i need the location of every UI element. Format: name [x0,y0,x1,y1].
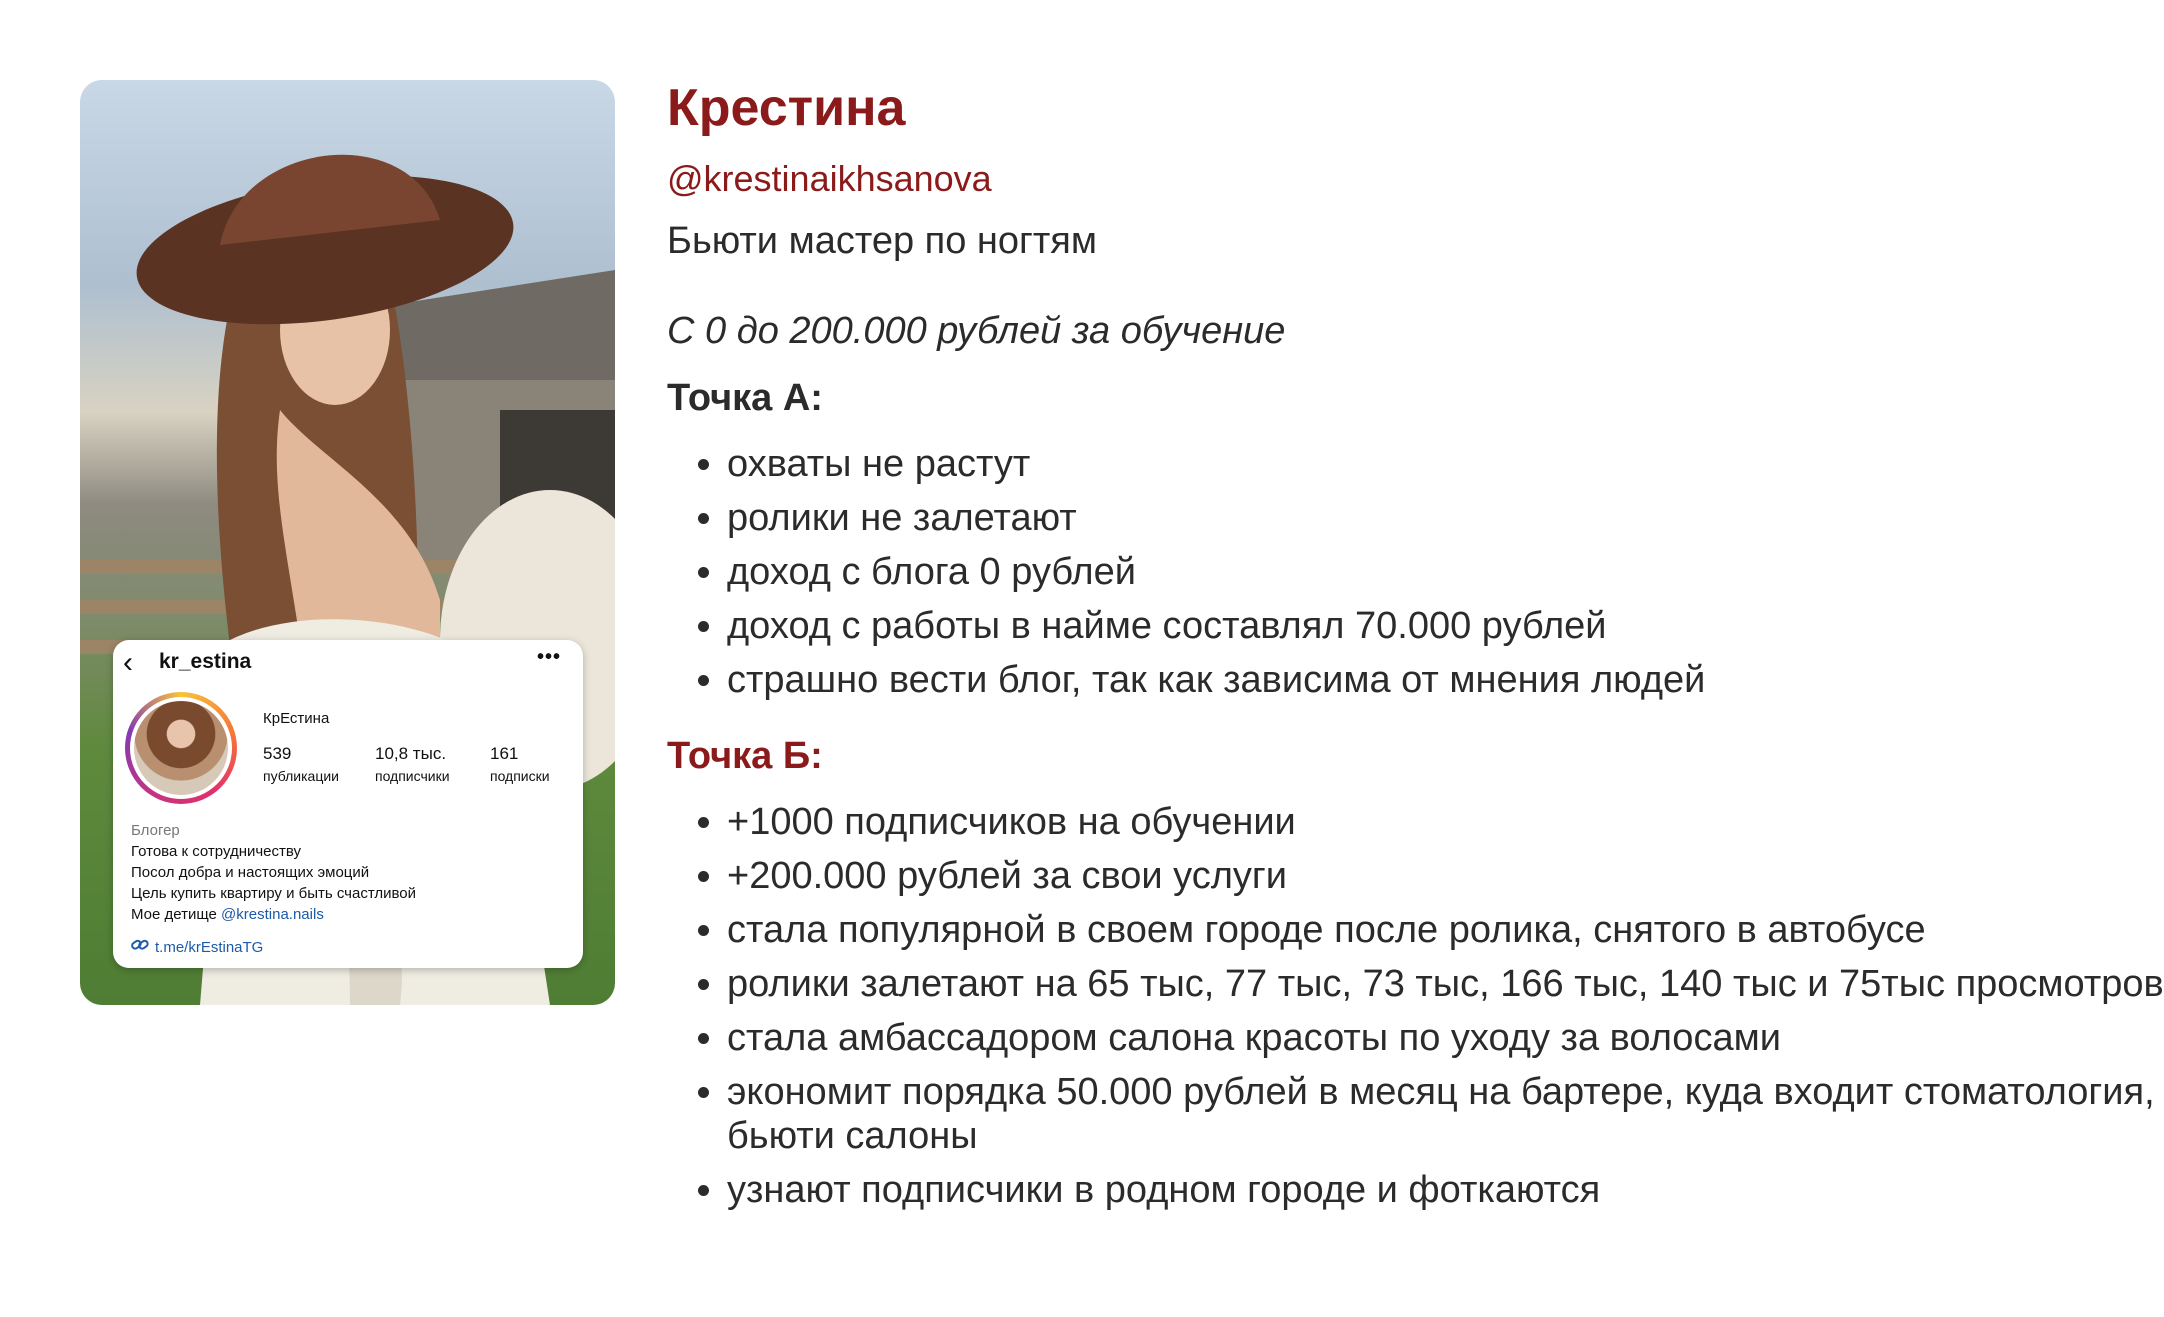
list-item: • +1000 подписчиков на обучении [727,800,2164,844]
instagram-profile-card [113,640,583,968]
list-item: • узнают подписчики в родном городе и фоткаются [727,1168,2164,1212]
ig-display-name: КрЕстина [263,710,330,727]
ig-bio-line: Посол добра и настоящих эмоций [131,864,370,881]
stat-followers[interactable] [375,744,450,784]
stat-value: 10,8 тыс. [375,744,447,763]
stat-label: публикации [263,768,339,784]
avatar[interactable] [125,692,237,804]
ig-link-text: t.me/krEstinaTG [155,939,264,956]
stat-value: 539 [263,744,292,763]
ig-category: Блогер [131,822,180,839]
more-dots-icon[interactable]: ••• [536,646,561,668]
list-item: • доход с работы в найме составлял 70.000 рублей [727,604,2164,648]
ig-bio-line [131,904,416,925]
ig-bio-prefix: Мое детище [131,906,222,923]
list-item: • страшно вести блог, так как зависима от мнения людей [727,658,2164,702]
point-b-title: Точка Б: [667,735,823,777]
stat-label: подписки [490,768,550,784]
chevron-left-icon[interactable]: ‹ [123,646,133,679]
list-item: • охваты не растут [727,442,2164,486]
stat-label: подписчики [375,768,450,784]
stat-publications[interactable] [263,744,339,784]
point-b-list [667,800,2164,1222]
ig-bio-line: Цель купить квартиру и быть счастливой [131,885,417,902]
point-a-list [667,442,2164,712]
ig-bio-line: Готова к сотрудничеству [131,843,302,860]
profile-name: Крестина [667,79,906,137]
profile-profession: Бьюти мастер по ногтям [667,220,1098,262]
list-item: • +200.000 рублей за свои услуги [727,854,2164,898]
link-chain-icon [131,938,149,956]
list-item: • доход с блога 0 рублей [727,550,2164,594]
ig-username: kr_estina [159,650,252,673]
list-item: • ролики не залетают [727,496,2164,540]
ig-bio-mention[interactable]: @krestina.nails [221,906,324,923]
ig-bio [131,820,416,925]
list-item: • стала популярной в своем городе после ролика, снятого в автобусе [727,908,2164,952]
list-item: • стала амбассадором салона красоты по уходу за волосами [727,1016,2164,1060]
list-item: • экономит порядка 50.000 рублей в месяц на бартере, куда входит стоматология, бьюти салоны [727,1070,2164,1158]
ig-external-link[interactable] [131,938,263,956]
list-item: • ролики залетают на 65 тыс, 77 тыс, 73 тыс, 166 тыс, 140 тыс и 75тыс просмотров [727,962,2164,1006]
profile-tagline: С 0 до 200.000 рублей за обучение [667,310,1286,352]
point-a-title: Точка А: [667,377,823,419]
stat-value: 161 [490,744,519,763]
stat-following[interactable] [490,744,550,784]
profile-handle[interactable]: @krestinaikhsanova [667,158,992,199]
